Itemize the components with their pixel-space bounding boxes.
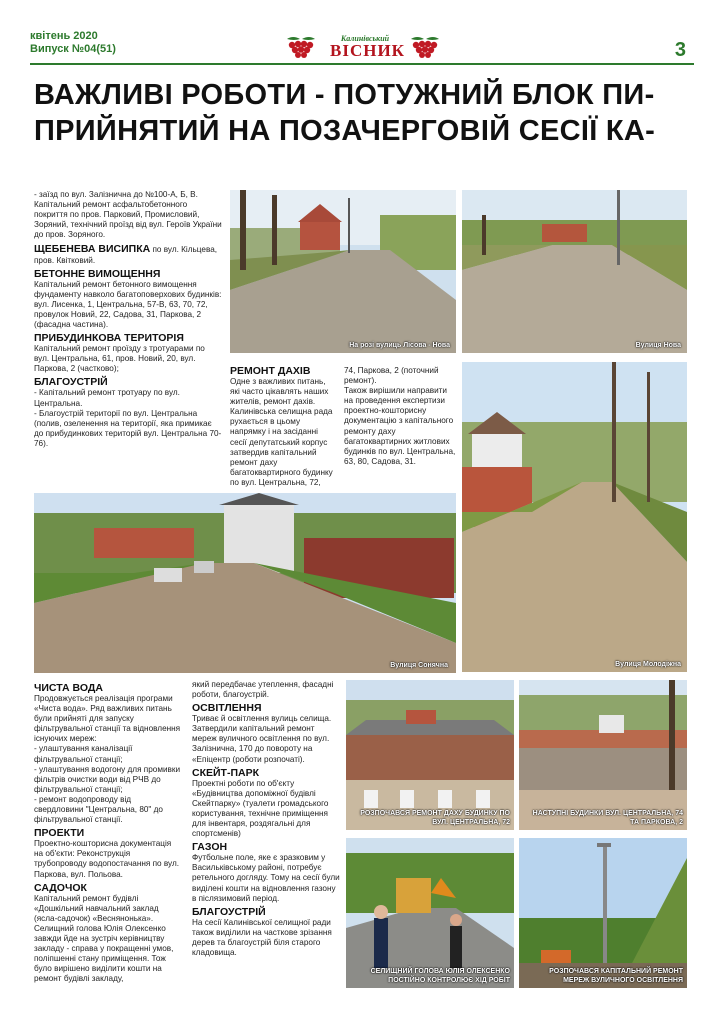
article-water-column — [34, 680, 182, 984]
photo-caption: Вулиця Сонячна — [390, 661, 448, 669]
photo-caption: На розі вулиць Лісова - Нова — [349, 341, 450, 349]
paragraph: На сесії Калинівської селищної ради також виділили на часткове зрізання дерев та благоустрій біля старого кладовища. — [192, 917, 332, 957]
photo-caption: Вулиця Нова — [635, 341, 681, 349]
paragraph: Проектно-кошторисна документація на об'єкти: Реконструкція трубопроводу водопостачання по вул. Паркова, вул. Польова. — [34, 839, 179, 879]
viburnum-berries-icon — [408, 35, 442, 59]
section-heading: БЕТОННЕ ВИМОЩЕННЯ — [34, 267, 161, 280]
photo-caption: СЕЛИЩНИЙ ГОЛОВА ЮЛІЯ ОЛЕКСЕНКО ПОСТІЙНО КОНТРОЛЮЄ ХІД РОБІТ — [370, 968, 510, 984]
issue-info — [30, 30, 116, 56]
paragraph: - заїзд по вул. Залізнична до №100-А, Б, В. — [34, 190, 198, 199]
section-heading: ПРОЕКТИ — [34, 827, 85, 840]
section-heading: РЕМОНТ ДАХІВ — [230, 365, 311, 377]
article-roofs-col-b — [344, 366, 456, 467]
section-heading: ГАЗОН — [192, 841, 228, 854]
section-heading: БЛАГОУСТРІЙ — [192, 905, 266, 918]
photo-lisova-nova — [230, 190, 456, 353]
header-divider — [30, 63, 694, 65]
page-headline — [34, 77, 694, 149]
photo-roof-central-74-parkova-2 — [519, 680, 687, 830]
paragraph: - ремонт водопроводу від свердловини "Центральна, 80" до фільтрувальної станції. — [34, 794, 163, 825]
article-column-1 — [34, 190, 222, 449]
section-heading: СКЕЙТ-ПАРК — [192, 766, 259, 779]
paragraph: Проектні роботи по об'єкту «Будівництва допоміжної будівлі Скейтпарку» (туалети громадського користування, технічне приміщення для інвентаря, роздягальні для спортсменів) — [192, 778, 329, 839]
paragraph: - Капітальний ремонт тротуару по вул. Центральна. — [34, 388, 180, 408]
headline-line-1: ВАЖЛИВІ РОБОТИ - ПОТУЖНИЙ БЛОК ПИ- — [34, 79, 655, 111]
newspaper-logo — [284, 34, 444, 60]
article-column-4 — [192, 680, 340, 958]
section-heading: ЧИСТА ВОДА — [34, 682, 103, 694]
photo-street-lighting — [519, 838, 687, 988]
photo-molodizhna — [462, 362, 687, 672]
paragraph: Капітальний ремонт проїзду з тротуарами по вул. Центральна, 61, пров. Новий, 20, вул. Паркова, 2 (частково); — [34, 344, 205, 374]
paragraph: Триває й освітлення вулиць селища. Затвердили капітальний ремонт мереж вуличного освітлення по вул. Залізнична, 170 до повороту на «Епіцентр (роботи розпочаті). — [192, 714, 332, 764]
paragraph: який передбачає утеплення, фасадні роботи, благоустрій. — [192, 680, 334, 700]
paragraph: по вул. Кільцева, пров. Квітковий. — [34, 245, 218, 265]
paragraph: - Благоустрій території по вул. Центральна (полив, озеленення на території, яка примикає до прибудинкових територій вул. Центральна 70-76). — [34, 408, 222, 448]
section-heading: САДОЧОК — [34, 881, 87, 894]
paragraph: Капітальний ремонт будівлі «Дошкільний навчальний заклад (ясла-садочок) «Веснянонька». Селищний голова Юлія Олексенко завжди йде на зустріч керівництву закладу - справа у покращенні умов, поліпшенні стану приміщення. Тож було вирішено виділити кошти на ремонт будівлі закладу, — [34, 893, 174, 984]
logo-subtitle: Калинівський — [340, 34, 390, 43]
paragraph: Капітальний ремонт асфальтобетонного покриття по пров. Парковий, Промисловий, Зоряний, технічний проїзд від вул. Героїв України до пров. Зоряного. — [34, 200, 222, 240]
photo-caption: НАСТУПНІ БУДИНКИ ВУЛ. ЦЕНТРАЛЬНА, 74 ТА ПАРКОВА, 2 — [532, 810, 683, 826]
paragraph: Одне з важливих питань, які часто цікавлять наших жителів, ремонт дахів. Калинівська селищна рада рухається в цьому напрямку і на засіданні сесії депутатський корпус затвердив капітальний ремонт даху багатоквартирного будинку по вул. Центральна, 72, — [230, 377, 333, 487]
section-heading: ПРИБУДИНКОВА ТЕРИТОРІЯ — [34, 332, 184, 345]
paragraph: 74, Паркова, 2 (поточний ремонт). — [344, 366, 439, 386]
article-roofs-col-a — [230, 363, 336, 488]
issue-number: Випуск №04(51) — [30, 43, 116, 55]
photo-roof-central-72 — [346, 680, 514, 830]
paragraph: Капітальний ремонт бетонного вимощення фундаменту навколо багатоповерхових будинків: вул. Лисенка, 1, Центральна, 57-В, 63, 70, 72, провулок Новий, 22, Садова, 31, Паркова, 2 (фасадна частина). — [34, 279, 222, 330]
section-heading: ЩЕБЕНЕВА ВИСИПКА — [34, 243, 151, 256]
paragraph: Футбольне поле, яке є зразковим у Васильківському районі, потребує ретельного догляду. Тому на сесії були виділені кошти на відновлення газону в післязимовий період. — [192, 853, 340, 903]
photo-caption: РОЗПОЧАВСЯ КАПІТАЛЬНИЙ РЕМОНТ МЕРЕЖ ВУЛИЧНОГО ОСВІТЛЕННЯ — [549, 968, 683, 984]
photo-caption: РОЗПОЧАВСЯ РЕМОНТ ДАХУ БУДИНКУ ПО ВУЛ. ЦЕНТРАЛЬНА, 72 — [360, 810, 510, 826]
section-heading: БЛАГОУСТРІЙ — [34, 376, 108, 389]
issue-date: квітень 2020 — [30, 30, 98, 42]
logo-title: ВІСНИК — [330, 41, 406, 60]
paragraph: - улаштування водогону для промивки фільтрів очистки води від РЧВ до фільтрувальної станції; — [34, 764, 181, 794]
photo-nova — [462, 190, 687, 353]
photo-sonyachna — [34, 493, 456, 673]
section-heading: ОСВІТЛЕННЯ — [192, 702, 262, 715]
paragraph: Також вирішили направити на проведення експертизи проектно-кошторисну документацію з капітального ремонту даху багатоквартирних житлових будинків по вул. Центральна, 63, 80, Садова, 31. — [344, 386, 456, 466]
paragraph: Продовжується реалізація програми «Чиста вода». Ряд важливих питань були прийняті для запуску фільтрувальної станції та відновлення існуючих мереж: — [34, 694, 181, 744]
photo-settlement-head — [346, 838, 514, 988]
viburnum-berries-icon — [284, 35, 318, 59]
page-number: 3 — [674, 39, 686, 61]
photo-caption: Вулиця Молодіжна — [615, 660, 681, 668]
headline-line-2: ПРИЙНЯТИЙ НА ПОЗАЧЕРГОВІЙ СЕСІЇ КА- — [34, 115, 656, 147]
paragraph: - улаштування каналізації фільтрувальної станції; — [34, 744, 133, 764]
